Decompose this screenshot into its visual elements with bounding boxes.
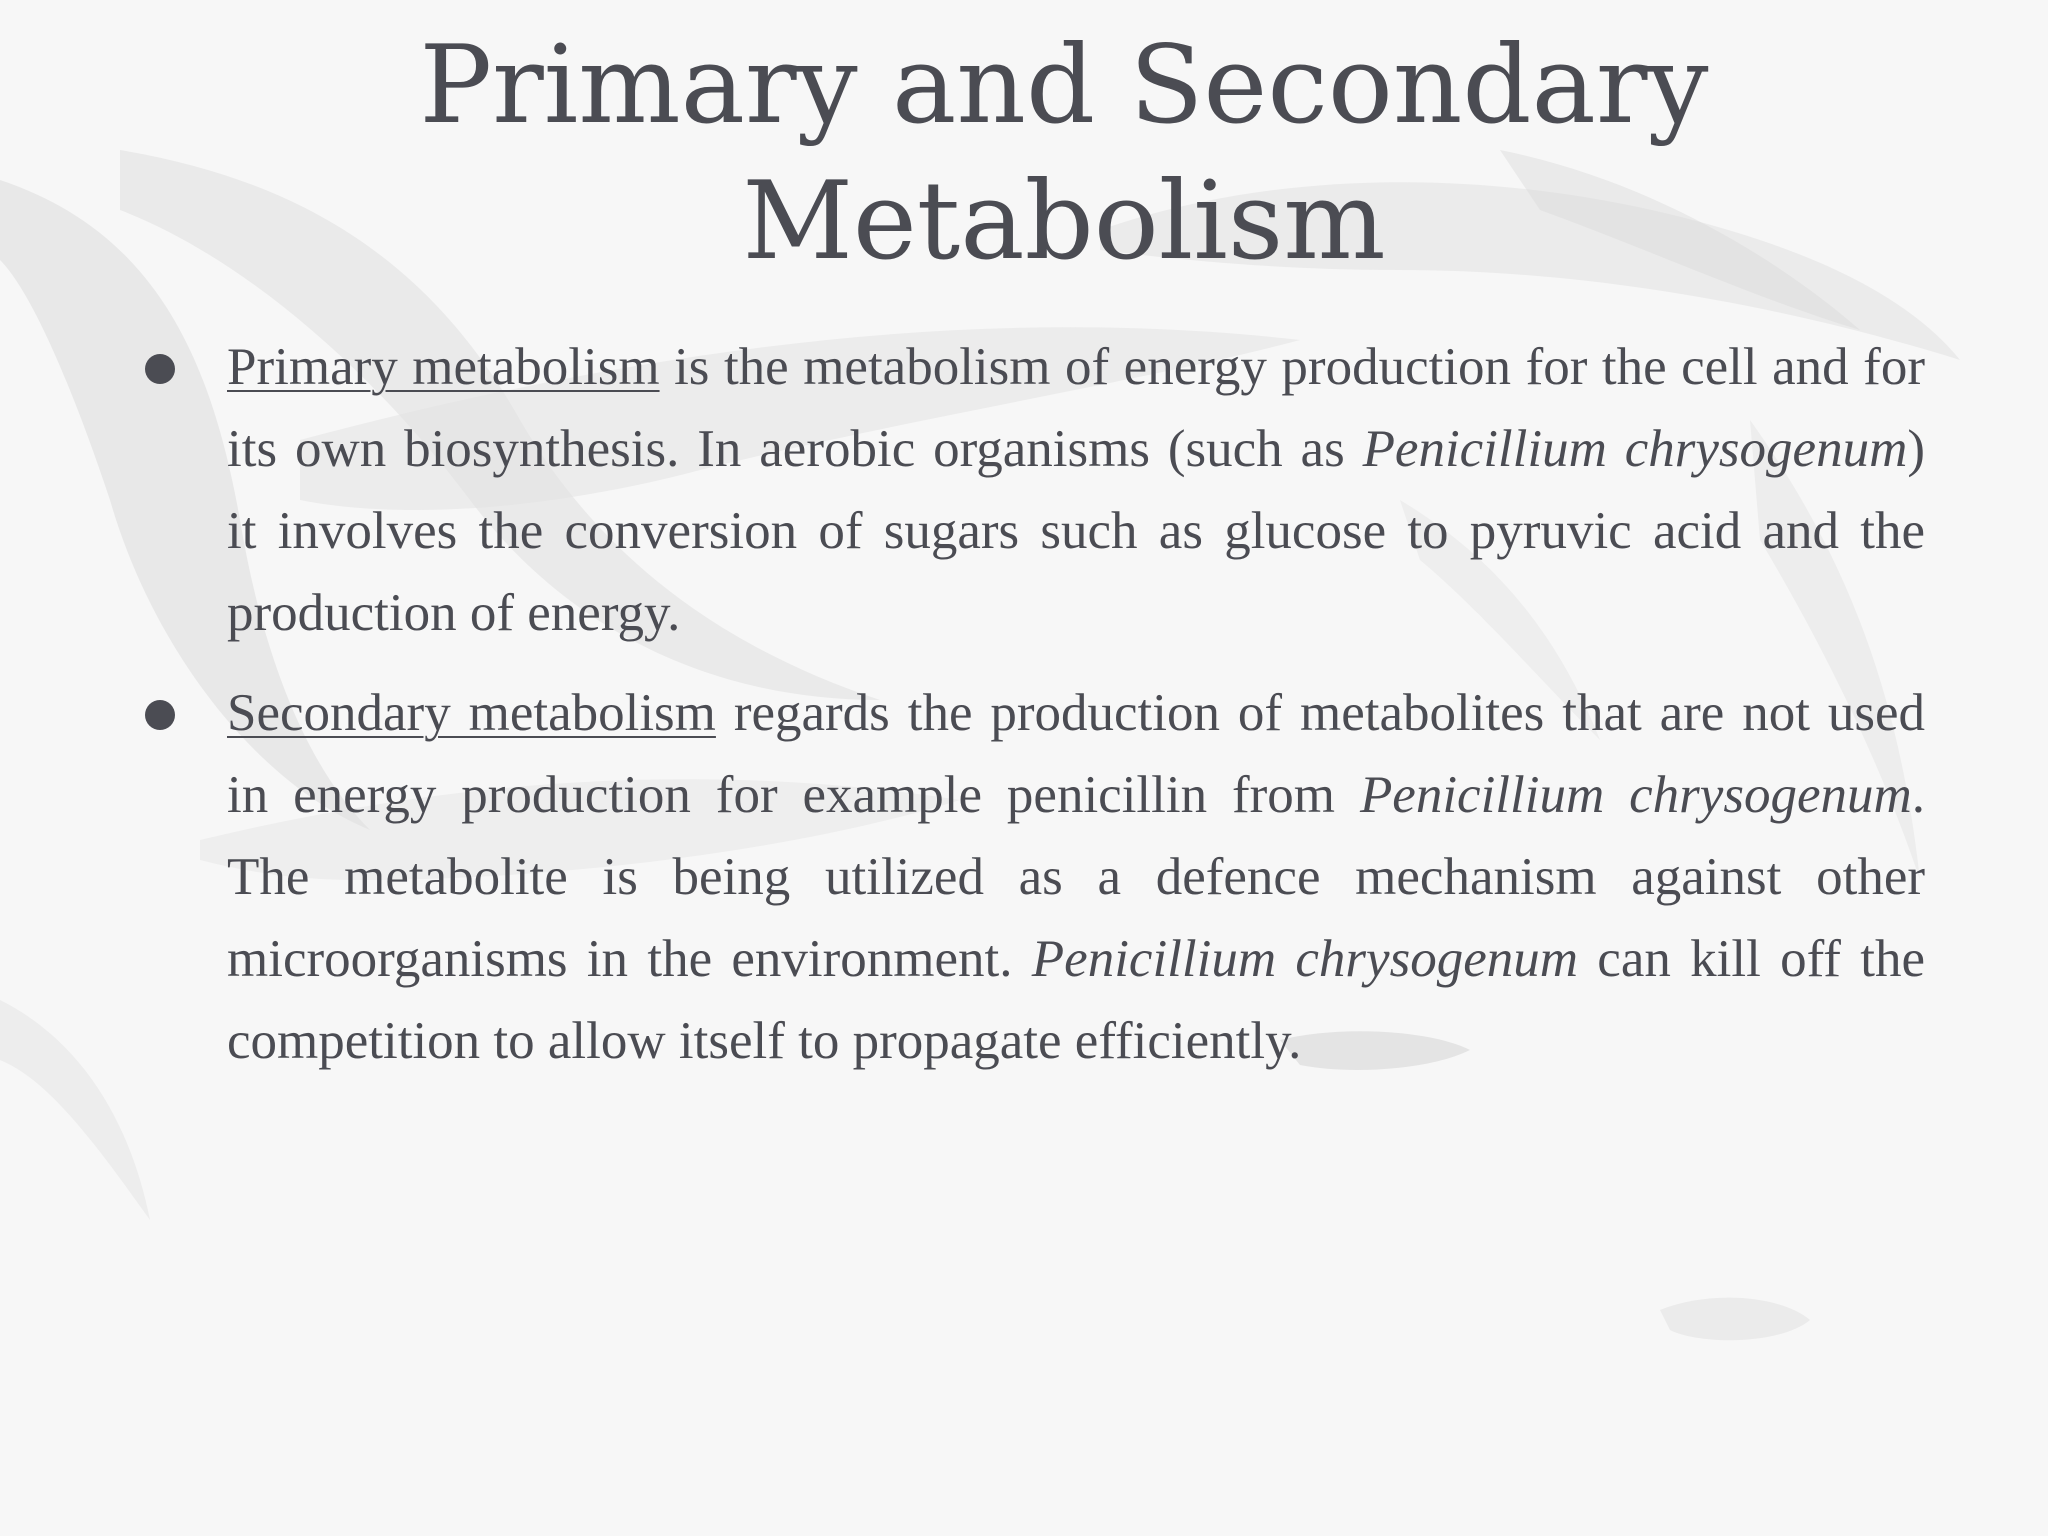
bullet-primary-metabolism — [145, 326, 1925, 654]
bullet-dot-icon — [145, 326, 227, 408]
bullet-text-segment: is the metabolism of energy production for the cell and for its own biosynthesis. In aerobic organisms (such as — [227, 338, 1925, 478]
bullet-text-segment: can kill off the competition to allow itself to propagate efficiently. — [227, 930, 1925, 1070]
bullet-text-segment: . The metabolite is being utilized as a defence mechanism against other microorganisms in the environment. — [227, 766, 1926, 988]
term-secondary-metabolism: Secondary metabolism — [227, 684, 716, 742]
bullet-text-segment: regards the production of metabolites that are not used in energy production for example penicillin from — [227, 684, 1925, 824]
bullet-text-segment: ) it involves the conversion of sugars such as glucose to pyruvic acid and the production of energy. — [227, 420, 1926, 642]
species-name: Penicillium chrysogenum — [1362, 420, 1908, 478]
title-line-2: Metabolism — [742, 159, 1386, 284]
bullet-text — [227, 672, 1925, 1082]
bullet-secondary-metabolism — [145, 672, 1925, 1082]
slide-title — [224, 18, 1904, 290]
title-line-1: Primary and Secondary — [419, 23, 1709, 148]
bullet-list — [145, 326, 1925, 1100]
bullet-dot-icon — [145, 672, 227, 754]
bullet-text — [227, 326, 1925, 654]
species-name: Penicillium chrysogenum — [1031, 930, 1579, 988]
term-primary-metabolism: Primary metabolism — [227, 338, 660, 396]
species-name: Penicillium chrysogenum — [1359, 766, 1912, 824]
